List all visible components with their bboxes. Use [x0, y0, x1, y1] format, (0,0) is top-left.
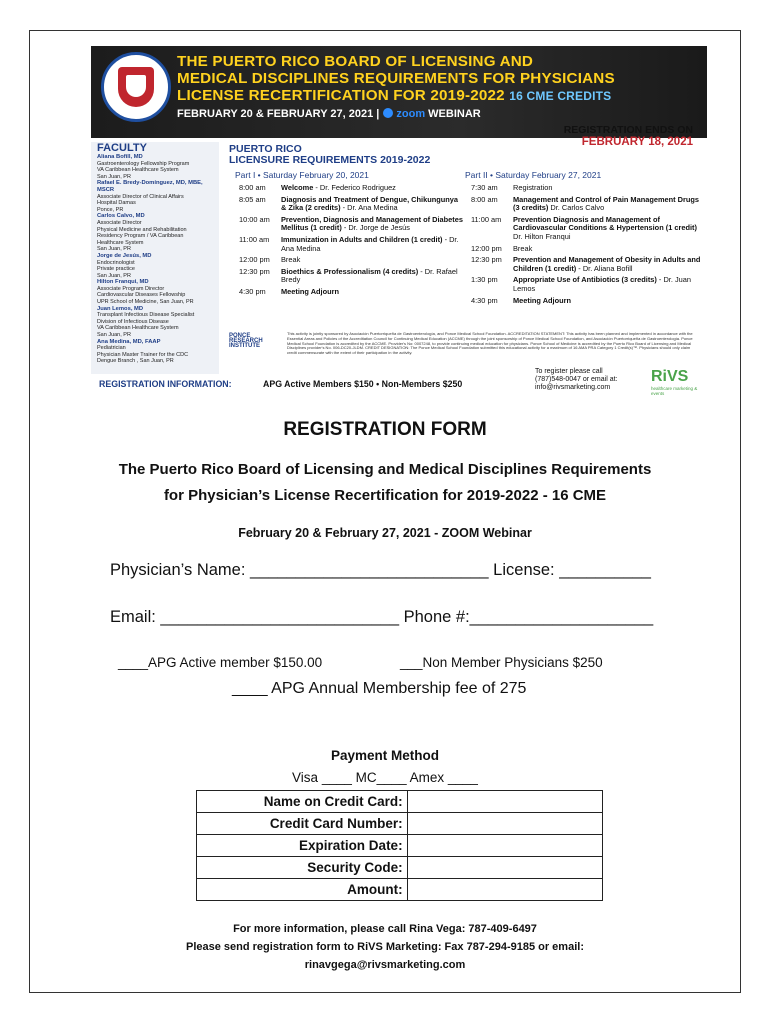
faculty-affiliation: San Juan, PR: [97, 246, 131, 253]
agenda-session-detail: Dr. Hilton Franqui: [513, 231, 571, 241]
agenda-session: [513, 196, 701, 213]
agenda-session: [281, 184, 465, 193]
agenda-time: 1:30 pm: [471, 275, 498, 285]
agenda-row: [471, 256, 701, 273]
name-on-card-field[interactable]: [407, 791, 602, 813]
amount-label: Amount:: [197, 879, 408, 901]
faculty-affiliation: Residency Program / VA Caribbean: [97, 233, 184, 240]
faculty-affiliation: Hospital Damas: [97, 200, 136, 207]
footer-info-line: For more information, please call Rina Vega: 787-409-6497: [233, 923, 537, 935]
agenda-time: 12:30 pm: [471, 255, 502, 265]
call-line2: (787)548-0047 or email at:: [535, 376, 618, 383]
accreditation-block: [229, 332, 695, 366]
agenda-time: 12:30 pm: [239, 266, 270, 276]
faculty-affiliation: VA Caribbean Healthcare System: [97, 167, 179, 174]
agenda-row: [239, 184, 465, 193]
agenda-time: 8:05 am: [239, 194, 266, 204]
agenda-session-detail: - Dr. Rafael Bredy: [281, 266, 458, 285]
faculty-name: Rafael E. Bredy-Domínguez, MD, MBE, MSCR: [97, 180, 203, 193]
agenda-session-detail: Dr. Carlos Calvo: [548, 203, 605, 213]
faculty-heading: FACULTY: [97, 142, 147, 154]
faculty-affiliation: Gastroenterology Fellowship Program: [97, 160, 190, 167]
event-banner: [91, 46, 707, 398]
agenda-session-title: Bioethics & Professionalism (4 credits): [281, 266, 419, 276]
banner-dates: [177, 108, 481, 120]
agenda-session: [281, 236, 465, 253]
faculty-affiliation: Ponce, PR: [97, 206, 124, 213]
faculty-name: Juan Lemos, MD: [97, 305, 144, 312]
agenda-row: [471, 216, 701, 242]
agenda-row: [471, 245, 701, 254]
faculty-affiliation: Associate Director of Clinical Affairs: [97, 193, 184, 200]
agenda-session: [281, 256, 465, 265]
agenda-row: [471, 276, 701, 293]
requirements-heading: [229, 144, 430, 166]
agenda-time: 11:00 am: [471, 214, 502, 224]
table-row: [197, 835, 603, 857]
faculty-name: Jorge de Jesús, MD: [97, 252, 152, 259]
agenda-row: [471, 184, 701, 193]
agenda-row: [471, 196, 701, 213]
agenda-session: [513, 216, 701, 242]
apg-member-option[interactable]: ____APG Active member $150.00: [118, 655, 323, 670]
non-member-option[interactable]: ___Non Member Physicians $250: [400, 655, 603, 670]
form-subtitle-line1: The Puerto Rico Board of Licensing and Medical Disciplines Requirements: [118, 461, 652, 478]
physician-license-field[interactable]: Physician’s Name: __________________________ License: __________: [110, 561, 651, 579]
faculty-affiliation: Division of Infectious Disease: [97, 318, 169, 325]
webinar-word: WEBINAR: [428, 108, 481, 120]
agenda-time: 12:00 pm: [471, 243, 502, 253]
amount-field[interactable]: [407, 879, 602, 901]
agenda-session-title: Meeting Adjourn: [281, 286, 340, 296]
registration-info-label: REGISTRATION INFORMATION:: [99, 379, 232, 389]
agenda-session-detail: - Dr. Ana Medina: [281, 234, 459, 253]
agenda-session: [513, 297, 701, 306]
faculty-affiliation: Associate Director: [97, 219, 142, 226]
payment-method-heading: Payment Method: [330, 748, 439, 763]
table-row: [197, 791, 603, 813]
faculty-affiliation: UPR School of Medicine, San Juan, PR: [97, 299, 194, 306]
agenda-session-title: Prevention, Diagnosis and Management of Diabetes Mellitus (1 credit): [281, 214, 463, 233]
agenda-time: 11:00 am: [239, 234, 270, 244]
email-phone-field[interactable]: Email: __________________________ Phone #:____________________: [110, 608, 654, 626]
faculty-affiliation: Cardiovascular Diseases Fellowship: [97, 292, 186, 299]
registration-info-prices: APG Active Members $150 • Non-Members $250: [263, 379, 463, 389]
agenda-time: 8:00 am: [239, 183, 266, 192]
table-row: [197, 813, 603, 835]
agenda-row: [239, 288, 465, 297]
agenda-session-detail: - Dr. Ana Medina: [340, 203, 398, 213]
agenda-session: [281, 288, 465, 297]
footer-email: rinavgega@rivsmarketing.com: [304, 959, 466, 971]
agenda-session-detail: Registration: [513, 183, 553, 192]
table-row: [197, 879, 603, 901]
faculty-affiliation: Associate Program Director: [97, 285, 165, 292]
rivs-tagline: healthcare marketing & events: [651, 386, 698, 396]
requirements-heading-line1: PUERTO RICO: [229, 143, 302, 155]
agenda-session: [513, 245, 701, 254]
card-number-label: Credit Card Number:: [197, 813, 408, 835]
agenda-session: [281, 216, 465, 233]
accreditation-text: This activity is jointly sponsored by Asociación Puertorriqueña de Gastroenterología, and Ponce Medical School Foundation. ACCREDITATION STATEMENT: This activity has been planned and implemented in accordance with the Essential Areas and Policies of the Accreditation Council for Continuing Medical Education (ACCME) through the joint sponsorship of Ponce Medical School Foundation, and Asociación Puertorriqueña de Gastroenterología. Ponce Medical School Foundation is accredited by the ACCME. Provider's No: 0007248, to provide continuing medical education for physicians. Ponce School of Medicine is accredited by the Puerto Rico Board of Licensing and Medical Disciplines provider's No. 006-DC20-JLDM. CREDIT DESIGNATION: The Ponce Medical School Foundation submitted this educational activity for a maximum of 16 AMA PRA Category 1 Credit(s)™. Physicians should only claim credit commensurate with the extent of their participation in the activity.: [287, 331, 693, 356]
agenda-session-title: Welcome: [281, 183, 314, 192]
requirements-heading-line2: LICENSURE REQUIREMENTS 2019-2022: [229, 154, 431, 166]
agenda-session-detail: - Dr. Jorge de Jesús: [341, 223, 410, 233]
banner-title-line2: MEDICAL DISCIPLINES REQUIREMENTS FOR PHYSICIANS: [177, 70, 615, 87]
agenda-session-detail: - Dr. Federico Rodriguez: [313, 183, 396, 192]
agenda-session: [281, 196, 465, 213]
registration-deadline: [564, 124, 693, 148]
faculty-panel: [91, 142, 219, 374]
agenda-session: [513, 276, 701, 293]
call-email: info@rivsmarketing.com: [535, 384, 611, 391]
zoom-word: zoom: [396, 108, 426, 120]
agenda-session-title: Appropriate Use of Antibiotics (3 credits): [513, 275, 657, 285]
faculty-affiliation: San Juan, PR: [97, 332, 131, 339]
part1-label: Part I • Saturday February 20, 2021: [235, 170, 369, 180]
name-on-card-label: Name on Credit Card:: [197, 791, 408, 813]
faculty-name: Hilton Franqui, MD: [97, 279, 149, 286]
agenda-session-detail: Break: [513, 243, 533, 253]
agenda-session-detail: Break: [281, 255, 301, 265]
agenda-session-title: Prevention Diagnosis and Management of Cardiovascular Conditions & Hypertension (1 credit): [513, 214, 697, 233]
faculty-affiliation: San Juan, PR: [97, 173, 131, 180]
agenda-session-title: Prevention and Management of Obesity in Adults and Children (1 credit): [513, 255, 701, 273]
agenda-time: 10:00 am: [239, 214, 270, 224]
agenda-session: [513, 256, 701, 273]
agenda-row: [239, 196, 465, 213]
security-code-field[interactable]: [407, 857, 602, 879]
faculty-affiliation: Healthcare System: [97, 239, 144, 246]
expiration-date-field[interactable]: [407, 835, 602, 857]
part2-label: Part II • Saturday February 27, 2021: [465, 170, 602, 180]
registration-ends-date: FEBRUARY 18, 2021: [581, 136, 693, 148]
rivs-logo-text: RiVS: [651, 368, 689, 385]
form-subtitle-line2: for Physician’s License Recertification for 2019-2022 - 16 CME: [163, 487, 607, 504]
agenda-session: [513, 184, 701, 193]
event-date-line: February 20 & February 27, 2021 - ZOOM Webinar: [238, 526, 532, 540]
banner-title-line3-text: LICENSE RECERTIFICATION FOR 2019-2022: [177, 87, 505, 104]
faculty-affiliation: Physical Medicine and Rehabilitation: [97, 226, 187, 233]
agenda-session-title: Management and Control of Pain Management Drugs (3 credits): [513, 194, 700, 213]
table-row: [197, 857, 603, 879]
agenda-session-title: Immunization in Adults and Children (1 credit): [281, 234, 443, 244]
agenda-row: [239, 256, 465, 265]
faculty-affiliation: VA Caribbean Healthcare System: [97, 325, 179, 332]
footer-send-line: Please send registration form to RiVS Marketing: Fax 787-294-9185 or email:: [186, 941, 584, 953]
banner-dates-text: FEBRUARY 20 & FEBRUARY 27, 2021 |: [177, 108, 380, 120]
zoom-logo-icon: [383, 108, 393, 118]
security-code-label: Security Code:: [197, 857, 408, 879]
registration-ends-label: REGISTRATION ENDS ON: [563, 124, 693, 136]
agenda-time: 7:30 am: [471, 183, 498, 192]
cme-credits-badge: 16 CME CREDITS: [509, 89, 612, 103]
institute-logo: PONCE RESEARCH INSTITUTE: [229, 333, 263, 349]
agenda-session-title: Diagnosis and Treatment of Dengue, Chikungunya & Zika (2 credits): [281, 194, 458, 213]
agenda-session-detail: - Dr. Aliana Bofill: [576, 263, 633, 273]
call-line1: To register please call: [535, 368, 603, 375]
registration-info-bar: [91, 376, 707, 398]
agenda-session-title: Meeting Adjourn: [513, 295, 572, 305]
form-title: REGISTRATION FORM: [283, 419, 487, 440]
board-seal-icon: [101, 52, 171, 122]
agenda-time: 8:00 am: [471, 194, 498, 204]
agenda-time: 4:30 pm: [471, 295, 498, 305]
annual-membership-option[interactable]: ____ APG Annual Membership fee of 275: [232, 680, 527, 697]
agenda-time: 4:30 pm: [239, 286, 266, 296]
card-type-options[interactable]: Visa ____ MC____ Amex ____: [292, 770, 478, 785]
faculty-affiliation: Pediatrician: [97, 345, 126, 352]
faculty-affiliation: Dengue Branch , San Juan, PR: [97, 358, 174, 365]
agenda-row: [471, 297, 701, 306]
agenda-row: [239, 268, 465, 285]
part2-agenda: [471, 184, 701, 308]
faculty-affiliation: Physician Master Trainer for the CDC: [97, 351, 189, 358]
agenda-time: 12:00 pm: [239, 255, 270, 265]
agenda-session: [281, 268, 465, 285]
agenda-row: [239, 236, 465, 253]
faculty-affiliation: Endocrinologist: [97, 259, 135, 266]
banner-title-line1: THE PUERTO RICO BOARD OF LICENSING AND: [177, 53, 534, 70]
faculty-affiliation: Transplant Infectious Disease Specialist: [97, 312, 195, 319]
agenda-row: [239, 216, 465, 233]
faculty-name: Carlos Calvo, MD: [97, 213, 145, 220]
agenda-session-detail: - Dr. Juan Lemos: [513, 275, 691, 293]
faculty-affiliation: Private practice: [97, 266, 135, 273]
faculty-name: Aliana Bofill, MD: [97, 154, 143, 160]
part1-agenda: [239, 184, 465, 300]
banner-title-line3: [177, 87, 611, 104]
faculty-name: Ana Medina, MD, FAAP: [97, 338, 161, 345]
payment-details-table: [196, 790, 603, 901]
faculty-list: [97, 154, 219, 365]
expiration-date-label: Expiration Date:: [197, 835, 408, 857]
faculty-affiliation: San Juan, PR: [97, 272, 131, 279]
card-number-field[interactable]: [407, 813, 602, 835]
